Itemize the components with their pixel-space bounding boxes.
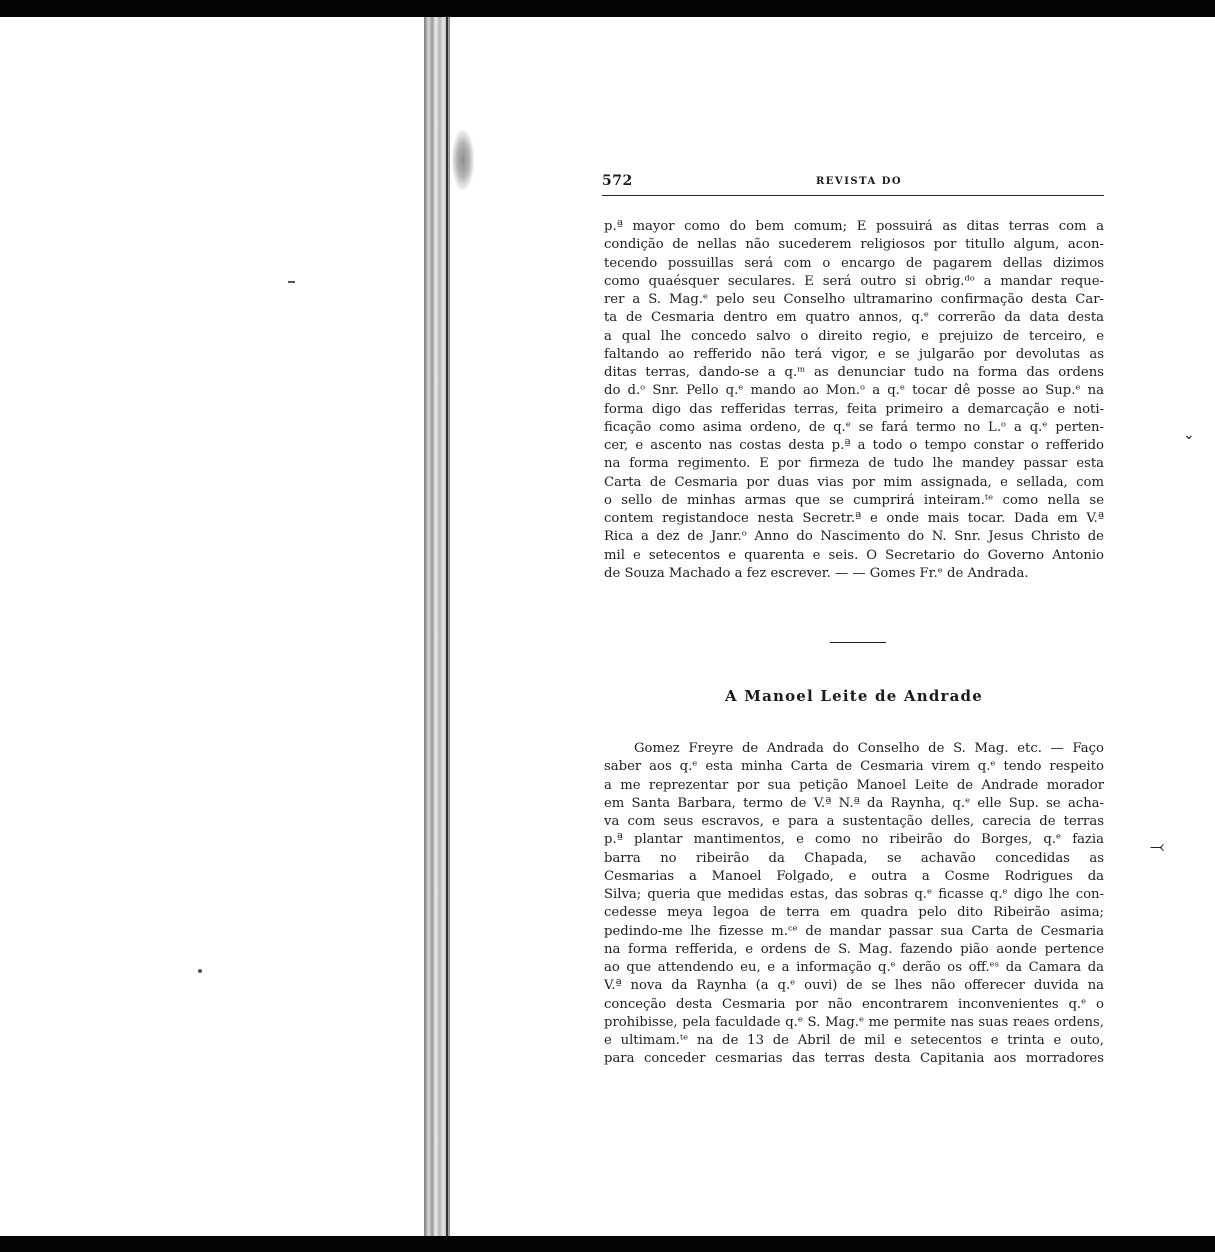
text-line: prohibisse, pela faculdade q.ᵉ S. Mag.ᵉ me permite nas suas reaes ordens, bbox=[604, 1014, 1104, 1030]
text-line: barra no ribeirão da Chapada, se achavão concedidas as bbox=[604, 850, 1104, 866]
scan-mark-arrow-icon: ⤙ bbox=[1150, 836, 1165, 857]
text-line: e ultimam.ᵗᵉ na de 13 de Abril de mil e setecentos e trinta e outo, bbox=[604, 1033, 1104, 1048]
text-line: condição de nellas não sucederem religiosos por titullo algum, acon- bbox=[604, 237, 1104, 253]
text-line: do d.ᵒ Snr. Pello q.ᵉ mando ao Mon.ᵒ a q.ᵉ tocar dê posse ao Sup.ᵉ na bbox=[604, 383, 1104, 399]
text-line: a qual lhe concedo salvo o direito regio, e prejuizo de terceiro, e bbox=[604, 328, 1104, 344]
text-line: p.ª plantar mantimentos, e como no ribeirão do Borges, q.ᵉ fazia bbox=[604, 832, 1104, 848]
text-line: Cesmarias a Manoel Folgado, e outra a Cosme Rodrigues da bbox=[604, 868, 1104, 884]
text-line: Silva; queria que medidas estas, das sobras q.ᵉ ficasse q.ᵉ digo lhe con- bbox=[604, 887, 1104, 902]
text-line: na forma refferida, e ordens de S. Mag. fazendo pião aonde pertence bbox=[604, 941, 1104, 957]
section-divider bbox=[830, 642, 886, 643]
scan-speck bbox=[288, 281, 295, 283]
text-line: ficação como asima ordeno, de q.ᵉ se fará termo no L.ᵒ a q.ᵉ perten- bbox=[604, 419, 1104, 435]
text-line: ao que attendendo eu, e a informação q.ᵉ derão os off.ᵉˢ da Camara da bbox=[604, 960, 1104, 975]
paragraph-manoel-leite-carta bbox=[604, 740, 1104, 1069]
text-line: conceção desta Cesmaria por não encontrarem inconvenientes q.ᵉ o bbox=[604, 996, 1104, 1012]
scan-smudge bbox=[452, 130, 474, 190]
text-line: a me reprezentar por sua petição Manoel Leite de Andrade morador bbox=[604, 777, 1104, 793]
scan-top-border bbox=[0, 0, 1215, 17]
text-line: forma digo das refferidas terras, feita primeiro a demarcação e noti- bbox=[604, 401, 1104, 417]
text-line: como quaésquer seculares. E será outro si obrig.ᵈᵒ a mandar reque- bbox=[604, 273, 1104, 289]
text-line: pedindo-me lhe fizesse m.ᶜᵉ de mandar passar sua Carta de Cesmaria bbox=[604, 923, 1104, 939]
text-line: V.ª nova da Raynha (a q.ᵉ ouvi) de se lhes não offerecer duvida na bbox=[604, 978, 1104, 994]
text-line: rer a S. Mag.ᵉ pelo seu Conselho ultramarino confirmação desta Car- bbox=[604, 292, 1104, 307]
text-line: para conceder cesmarias das terras desta Capitania aos morradores bbox=[604, 1051, 1104, 1067]
section-title: A Manoel Leite de Andrade bbox=[725, 687, 983, 705]
page-number: 572 bbox=[602, 173, 633, 189]
gutter-edge-line bbox=[446, 17, 448, 1236]
text-line: cer, e ascento nas costas desta p.ª a todo o tempo constar o refferido bbox=[604, 438, 1104, 453]
text-line: ta de Cesmaria dentro em quatro annos, q.ᵉ correrão da data desta bbox=[604, 310, 1104, 326]
text-line: saber aos q.ᵉ esta minha Carta de Cesmaria virem q.ᵉ tendo respeito bbox=[604, 759, 1104, 775]
text-line: tecendo possuillas será com o encargo de pagarem dellas dizimos bbox=[604, 255, 1104, 271]
text-line: va com seus escravos, e para a sustentação delles, carecia de terras bbox=[604, 814, 1104, 829]
text-line: faltando ao refferido não terá vigor, e se julgarão por devolutas as bbox=[604, 346, 1104, 362]
text-line: ditas terras, dando-se a q.ᵐ as denunciar tudo na forma das ordens bbox=[604, 365, 1104, 380]
text-line: na forma regimento. E por firmeza de tudo lhe mandey passar esta bbox=[604, 456, 1104, 472]
paragraph-carta-cesmaria-ending bbox=[604, 218, 1104, 583]
text-line: cedesse meya legoa de terra em quadra pelo dito Ribeirão asima; bbox=[604, 905, 1104, 921]
text-line: contem registandoce nesta Secretr.ª e onde mais tocar. Dada em V.ª bbox=[604, 511, 1104, 526]
text-line: em Santa Barbara, termo de V.ª N.ª da Raynha, q.ᵉ elle Sup. se acha- bbox=[604, 795, 1104, 811]
text-line: Gomez Freyre de Andrada do Conselho de S. Mag. etc. — Faço bbox=[634, 741, 1104, 756]
text-line: p.ª mayor como do bem comum; E possuirá as ditas terras com a bbox=[604, 219, 1104, 234]
running-head: REVISTA DO bbox=[816, 176, 903, 187]
text-line: Rica a dez de Janr.ᵒ Anno do Nascimento do N. Snr. Jesus Christo de bbox=[604, 529, 1104, 545]
scan-speck bbox=[198, 969, 202, 973]
text-line: Carta de Cesmaria por duas vias por mim assignada, e sellada, com bbox=[604, 474, 1104, 490]
text-line: mil e setecentos e quarenta e seis. O Secretario do Governo Antonio bbox=[604, 547, 1104, 563]
scan-mark-icon: ⌄ bbox=[1183, 427, 1195, 443]
text-line: o sello de minhas armas que se cumprirá inteiram.ᵗᵉ como nella se bbox=[604, 492, 1104, 508]
header-rule bbox=[602, 195, 1104, 196]
text-line: de Souza Machado a fez escrever. — — Gomes Fr.ᵉ de Andrada. bbox=[604, 565, 1029, 581]
scan-bottom-border bbox=[0, 1236, 1215, 1252]
